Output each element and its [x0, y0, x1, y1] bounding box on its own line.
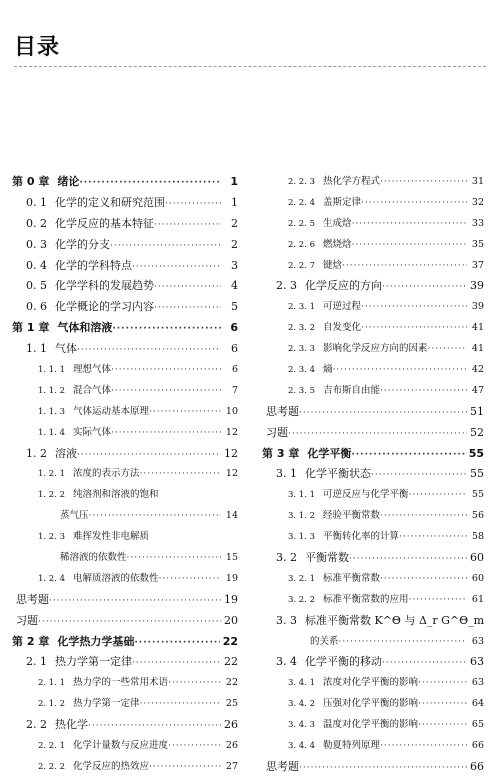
- toc-entry-title: 热力学第一定律: [55, 655, 132, 669]
- toc-entry-page: 47: [471, 384, 484, 396]
- toc-leader-dots: [111, 360, 221, 381]
- toc-entry-number: 3. 2: [276, 551, 297, 565]
- toc-entry-number: 2. 3. 2: [288, 323, 316, 334]
- toc-entry-title: 化学平衡: [307, 446, 352, 460]
- toc-leader-dots: [333, 360, 467, 381]
- toc-entry-page: 39: [470, 279, 484, 293]
- toc-entry[interactable]: [12, 423, 238, 444]
- toc-entry-number: 第 1 章: [12, 321, 50, 335]
- toc-entry-number: 1. 2: [26, 446, 47, 460]
- toc-entry-page: 41: [471, 322, 484, 334]
- toc-entry[interactable]: [12, 652, 238, 673]
- toc-entry-number: 2. 3. 3: [288, 344, 316, 355]
- toc-leader-dots: [418, 673, 467, 694]
- toc-entry[interactable]: [262, 339, 484, 360]
- toc-entry-page: 7: [231, 384, 238, 396]
- toc-entry[interactable]: [262, 485, 484, 506]
- toc-entry[interactable]: [262, 652, 484, 673]
- toc-entry-title: 浓度的表示方法: [73, 468, 140, 480]
- toc-entry-number: 0. 6: [26, 300, 47, 314]
- toc-entry[interactable]: [12, 381, 238, 402]
- toc-entry-title: 化学反应的基本特征: [55, 216, 154, 230]
- toc-entry[interactable]: [262, 590, 484, 611]
- toc-entry-number: 3. 3: [276, 613, 297, 627]
- toc-leader-dots: [409, 485, 467, 506]
- toc-entry[interactable]: [12, 694, 238, 715]
- toc-entry-number: 2. 2. 5: [288, 218, 316, 229]
- toc-entry-title: 压强对化学平衡的影响: [323, 698, 419, 710]
- toc-leader-dots: [154, 298, 221, 319]
- toc-entry-page: 32: [471, 196, 484, 208]
- toc-entry-page: 63: [471, 677, 484, 689]
- toc-entry-number: 3. 1. 3: [288, 532, 316, 543]
- toc-entry-number: 3. 1. 2: [288, 511, 316, 522]
- toc-entry[interactable]: [262, 715, 484, 736]
- toc-entry-title: 化学平衡的移动: [305, 655, 382, 669]
- toc-entry[interactable]: [12, 276, 238, 297]
- toc-entry-number: 0. 4: [26, 258, 47, 272]
- toc-entry-title: 气体运动基本原理: [73, 405, 150, 417]
- toc-entry[interactable]: [262, 527, 484, 548]
- toc-entry-page: 14: [225, 510, 238, 522]
- toc-entry-number: 2. 3. 5: [288, 385, 316, 396]
- toc-entry-page: 22: [224, 655, 238, 669]
- toc-entry-number: 第 2 章: [12, 634, 50, 648]
- toc-entry-page: 6: [230, 321, 238, 335]
- toc-entry-number: 3. 4. 2: [288, 699, 316, 710]
- toc-entry[interactable]: [12, 193, 238, 214]
- toc-leader-dots: [371, 465, 467, 486]
- toc-leader-dots: [127, 548, 221, 569]
- toc-entry-title: 电解质溶液的依数性: [73, 572, 159, 584]
- toc-entry-title: 思考题: [266, 404, 299, 418]
- toc-leader-dots: [49, 591, 221, 612]
- toc-entry-title: 可逆过程: [323, 301, 362, 313]
- toc-entry-number: 3. 1: [276, 467, 297, 481]
- toc-leader-dots: [38, 612, 221, 633]
- toc-leader-dots: [149, 757, 221, 778]
- toc-entry-page: 15: [225, 552, 238, 564]
- toc-entry[interactable]: [262, 569, 484, 590]
- toc-entry-title: 标准平衡常数: [323, 572, 381, 584]
- toc-entry-title: 溶液: [55, 446, 77, 460]
- toc-entry-number: 2. 3: [276, 279, 297, 293]
- toc-leader-dots: [352, 235, 467, 256]
- toc-entry-page: 33: [471, 217, 484, 229]
- toc-entry-title: 化学的定义和研究范围: [55, 195, 165, 209]
- toc-leader-dots: [79, 173, 221, 194]
- toc-leader-dots: [351, 445, 465, 466]
- toc-entry[interactable]: [12, 444, 238, 465]
- toc-leader-dots: [339, 632, 467, 653]
- toc-entry-number: 2. 2. 2: [38, 761, 66, 772]
- toc-leader-dots: [140, 694, 221, 715]
- toc-entry-page: 5: [231, 300, 238, 314]
- toc-entry-page: 27: [225, 760, 238, 772]
- toc-entry-title: 难挥发性非电解质: [73, 531, 150, 543]
- toc-entry[interactable]: [12, 485, 238, 506]
- toc-leader-dots: [168, 673, 221, 694]
- toc-entry-page: 55: [471, 489, 484, 501]
- page-title: 目录: [14, 35, 61, 60]
- toc-entry-number: 1. 2. 1: [38, 469, 66, 480]
- toc-entry-title: 思考题: [266, 759, 299, 773]
- toc-entry-page: 22: [225, 677, 238, 689]
- toc-entry[interactable]: [262, 444, 484, 465]
- toc-entry[interactable]: [12, 235, 238, 256]
- toc-entry[interactable]: [262, 611, 484, 632]
- toc-entry-page: 51: [470, 404, 484, 418]
- toc-entry-number: 2. 1. 2: [38, 699, 66, 710]
- toc-leader-dots: [361, 297, 467, 318]
- toc-entry-number: 2. 2: [26, 718, 47, 732]
- toc-leader-dots: [132, 653, 221, 674]
- toc-entry-title: 理想气体: [73, 364, 112, 376]
- toc-entry-number: 1. 1: [26, 342, 47, 356]
- toc-entry-number: 3. 1. 1: [288, 490, 316, 501]
- toc-entry-title: 的关系: [310, 635, 339, 647]
- toc-entry-page: 61: [471, 593, 484, 605]
- toc-entry-number: 2. 2. 4: [288, 197, 316, 208]
- toc-entry-number: 1. 2. 4: [38, 573, 66, 584]
- toc-entry-page: 19: [224, 592, 238, 606]
- toc-entry-number: 2. 1: [26, 655, 47, 669]
- toc-entry-title: 浓度对化学平衡的影响: [323, 677, 419, 689]
- toc-entry-number: 3. 2. 2: [288, 594, 316, 605]
- toc-leader-dots: [380, 569, 467, 590]
- toc-entry[interactable]: [262, 673, 484, 694]
- toc-entry[interactable]: [12, 611, 238, 632]
- toc-leader-dots: [111, 381, 221, 402]
- toc-entry[interactable]: [262, 402, 484, 423]
- toc-entry[interactable]: [262, 548, 484, 569]
- toc-entry-number: 1. 1. 2: [38, 385, 66, 396]
- toc-leader-dots: [159, 569, 221, 590]
- toc-leader-dots: [288, 424, 467, 445]
- toc-leader-dots: [132, 257, 221, 278]
- toc-leader-dots: [382, 653, 467, 674]
- toc-leader-dots: [399, 527, 467, 548]
- toc-leader-dots: [361, 318, 467, 339]
- toc-entry-page: 2: [231, 237, 238, 251]
- toc-entry-title: 生成焓: [323, 217, 352, 229]
- toc-entry-page: 10: [225, 405, 238, 417]
- toc-entry[interactable]: [12, 548, 238, 569]
- toc-entry-page: 64: [471, 698, 484, 710]
- toc-leader-dots: [380, 506, 467, 527]
- toc-leader-dots: [134, 633, 219, 654]
- toc-entry-page: 60: [471, 572, 484, 584]
- toc-entry-title: 化学的学科特点: [55, 258, 132, 272]
- toc-entry-title: 思考题: [16, 592, 49, 606]
- toc-entry-title: 热化学方程式: [323, 176, 381, 187]
- toc-entry-page: 65: [471, 719, 484, 731]
- toc-entry-title: 热力学的一些常用术语: [73, 677, 169, 689]
- toc-leader-dots: [418, 694, 467, 715]
- toc-entry-title: 化学学科的发展趋势: [55, 279, 154, 293]
- toc-entry-page: 6: [231, 342, 238, 356]
- toc-entry-page: 1: [231, 195, 238, 209]
- toc-entry-page: 35: [471, 238, 484, 250]
- toc-entry-number: 2. 3. 1: [288, 302, 316, 313]
- toc-entry-page: 56: [471, 510, 484, 522]
- toc-entry[interactable]: [12, 527, 238, 548]
- toc-entry-page: 12: [225, 426, 238, 438]
- toc-leader-dots: [418, 715, 467, 736]
- toc-entry[interactable]: [12, 339, 238, 360]
- toc-entry-title: 稀溶液的依数性: [60, 552, 127, 564]
- toc-leader-dots: [352, 214, 467, 235]
- toc-entry[interactable]: [262, 694, 484, 715]
- toc-entry-title: 化学平衡状态: [305, 467, 371, 481]
- toc-leader-dots: [165, 194, 221, 215]
- title-divider: [14, 66, 486, 67]
- toc-leader-dots: [77, 340, 221, 361]
- toc-entry-number: 2. 2. 3: [288, 177, 316, 187]
- toc-entry-number: 1. 1. 4: [38, 427, 66, 438]
- toc-leader-dots: [361, 193, 467, 214]
- toc-entry[interactable]: [12, 464, 238, 485]
- toc-entry-page: 63: [471, 635, 484, 647]
- toc-entry-page: 63: [470, 655, 484, 669]
- toc-entry-number: 1. 2. 3: [38, 532, 66, 543]
- toc-entry[interactable]: [262, 506, 484, 527]
- toc-entry-title: 经验平衡常数: [323, 510, 381, 522]
- toc-entry[interactable]: [12, 632, 238, 653]
- toc-entry[interactable]: [262, 423, 484, 444]
- toc-entry-page: 1: [230, 175, 238, 188]
- toc-entry[interactable]: [12, 715, 238, 736]
- toc-entry-title: 平衡转化率的计算: [323, 531, 400, 543]
- toc-entry-number: 2. 3. 4: [288, 365, 316, 376]
- toc-entry-title: 习题: [266, 425, 288, 439]
- toc-leader-dots: [110, 236, 221, 257]
- toc-leader-dots: [111, 423, 221, 444]
- toc-entry[interactable]: [12, 172, 238, 193]
- toc-entry-number: 3. 4. 4: [288, 741, 316, 752]
- toc-entry[interactable]: [12, 297, 238, 318]
- toc-entry-number: 3. 4. 1: [288, 678, 316, 689]
- toc-entry[interactable]: [12, 214, 238, 235]
- toc-entry-title: 混合气体: [73, 384, 112, 396]
- toc-entry-title: 化学反应的方向: [305, 279, 382, 293]
- toc-entry-title: 绪论: [57, 175, 80, 188]
- toc-entry-number: 0. 3: [26, 237, 47, 251]
- toc-entry-page: 26: [224, 718, 238, 732]
- toc-entry[interactable]: [12, 569, 238, 590]
- toc-entry-page: 39: [471, 301, 484, 313]
- toc-entry-title: 可逆反应与化学平衡: [323, 489, 409, 501]
- toc-entry-number: 0. 5: [26, 279, 47, 293]
- toc-entry-number: 第 3 章: [262, 446, 300, 460]
- toc-leader-dots: [77, 445, 221, 466]
- toc-entry-page: 12: [225, 468, 238, 480]
- toc-entry-title: 化学的分支: [55, 237, 110, 251]
- toc-leader-dots: [168, 736, 221, 757]
- toc-entry-title: 蒸气压: [60, 510, 89, 522]
- toc-entry[interactable]: [262, 632, 484, 653]
- toc-leader-dots: [299, 758, 467, 779]
- toc-entry-page: 31: [471, 176, 484, 187]
- toc-entry-title: 化学概论的学习内容: [55, 300, 154, 314]
- toc-leader-dots: [149, 402, 221, 423]
- toc-leader-dots: [428, 339, 467, 360]
- toc-entry-page: 42: [471, 364, 484, 376]
- toc-entry[interactable]: [262, 757, 484, 778]
- toc-entry-number: 第 0 章: [12, 175, 50, 188]
- toc-entry-page: 2: [231, 216, 238, 230]
- toc-entry-title: 化学计量数与反应进度: [73, 740, 169, 752]
- toc-entry[interactable]: [12, 736, 238, 757]
- toc-entry[interactable]: [262, 736, 484, 757]
- toc-entry-page: 37: [471, 259, 484, 271]
- toc-leader-dots: [154, 277, 221, 298]
- toc-entry-number: 3. 4: [276, 655, 297, 669]
- toc-entry-title: 化学反应的热效应: [73, 760, 150, 772]
- toc-entry-title: 热化学: [55, 718, 88, 732]
- toc-entry[interactable]: [262, 235, 484, 256]
- toc-entry-page: 55: [470, 467, 484, 481]
- toc-entry-title: 气体和溶液: [57, 321, 113, 335]
- toc-entry[interactable]: [12, 256, 238, 277]
- toc-entry-number: 2. 2. 7: [288, 260, 316, 271]
- toc-entry-title: 盖斯定律: [323, 196, 362, 208]
- toc-entry-page: 41: [471, 343, 484, 355]
- toc-entry[interactable]: [262, 297, 484, 318]
- toc-entry-number: 0. 1: [26, 195, 47, 209]
- toc-entry-page: 55: [468, 446, 484, 460]
- toc-leader-dots: [89, 506, 221, 527]
- toc-entry-title: 实际气体: [73, 426, 112, 438]
- toc-entry-title: 标准平衡常数的应用: [323, 593, 409, 605]
- toc-entry-title: 温度对化学平衡的影响: [323, 719, 419, 731]
- toc-entry-page: 4: [231, 279, 238, 293]
- toc-entry[interactable]: [12, 673, 238, 694]
- toc-entry-number: 2. 2. 1: [38, 741, 66, 752]
- toc-entry-page: 22: [222, 634, 238, 648]
- toc-entry-title: 纯溶剂和溶液的饱和: [73, 489, 159, 501]
- toc-entry-title: 习题: [16, 613, 38, 627]
- toc-entry-page: 52: [470, 425, 484, 439]
- toc-entry[interactable]: [262, 360, 484, 381]
- toc-entry-page: 25: [225, 698, 238, 710]
- toc-entry[interactable]: [262, 172, 484, 193]
- toc-entry[interactable]: [12, 318, 238, 339]
- toc-leader-dots: [382, 277, 467, 298]
- toc-leader-dots: [154, 215, 221, 236]
- toc-entry-page: 26: [225, 740, 238, 752]
- toc-entry-number: 1. 1. 3: [38, 406, 66, 417]
- toc-entry-page: 19: [225, 572, 238, 584]
- toc-entry-title: 熵: [323, 364, 333, 376]
- toc-entry-title: 热力学第一定律: [73, 698, 140, 710]
- toc-entry[interactable]: [262, 214, 484, 235]
- toc-leader-dots: [299, 403, 467, 424]
- toc-entry[interactable]: [262, 318, 484, 339]
- toc-entry[interactable]: [262, 276, 484, 297]
- toc-entry[interactable]: [12, 360, 238, 381]
- toc-entry-title: 影响化学反应方向的因素: [323, 343, 428, 355]
- toc-entry-title: 平衡常数: [305, 551, 349, 565]
- toc-entry-page: 66: [471, 740, 484, 752]
- toc-entry-page: 66: [470, 759, 484, 773]
- toc-leader-dots: [140, 464, 221, 485]
- toc-leader-dots: [380, 172, 467, 193]
- toc-entry-page: 58: [471, 531, 484, 543]
- toc-entry-title: 自发变化: [323, 322, 362, 334]
- toc-entry[interactable]: [12, 757, 238, 778]
- toc-entry[interactable]: [262, 464, 484, 485]
- toc-entry-number: 1. 1. 1: [38, 365, 66, 376]
- toc-entry[interactable]: [262, 381, 484, 402]
- toc-left-column: [12, 172, 238, 778]
- toc-entry-page: 60: [470, 551, 484, 565]
- toc-leader-dots: [112, 319, 221, 340]
- toc-entry-page: 6: [231, 364, 238, 376]
- toc-leader-dots: [349, 549, 467, 570]
- toc-entry-title: 燃烧焓: [323, 238, 352, 250]
- toc-entry-page: 20: [224, 613, 238, 627]
- toc-entry[interactable]: [12, 590, 238, 611]
- toc-entry-number: 1. 2. 2: [38, 490, 66, 501]
- toc-leader-dots: [380, 381, 467, 402]
- toc-entry-number: 3. 2. 1: [288, 573, 316, 584]
- toc-entry-title: 键焓: [323, 259, 343, 271]
- toc-entry-page: 3: [231, 258, 238, 272]
- toc-entry-title: 勒夏特列原理: [323, 740, 381, 752]
- toc-entry-number: 0. 2: [26, 216, 47, 230]
- toc-leader-dots: [342, 256, 467, 277]
- toc-entry[interactable]: [262, 256, 484, 277]
- toc-entry[interactable]: [12, 402, 238, 423]
- toc-entry-number: 2. 2. 6: [288, 239, 316, 250]
- toc-entry[interactable]: [262, 193, 484, 214]
- toc-entry[interactable]: [12, 506, 238, 527]
- toc-leader-dots: [88, 716, 221, 737]
- toc-right-column: [262, 172, 484, 778]
- toc-entry-number: 2. 1. 1: [38, 678, 66, 689]
- toc-entry-title: 气体: [55, 342, 77, 356]
- toc-entry-page: 12: [224, 446, 238, 460]
- toc-leader-dots: [409, 590, 467, 611]
- toc-entry-title: 化学热力学基础: [57, 634, 135, 648]
- toc-leader-dots: [380, 736, 467, 757]
- toc-entry-title: 吉布斯自由能: [323, 384, 381, 396]
- toc-entry-number: 3. 4. 3: [288, 720, 316, 731]
- toc-entry-title: 标准平衡常数 K^Θ 与 Δ_r G^Θ_m: [305, 613, 485, 627]
